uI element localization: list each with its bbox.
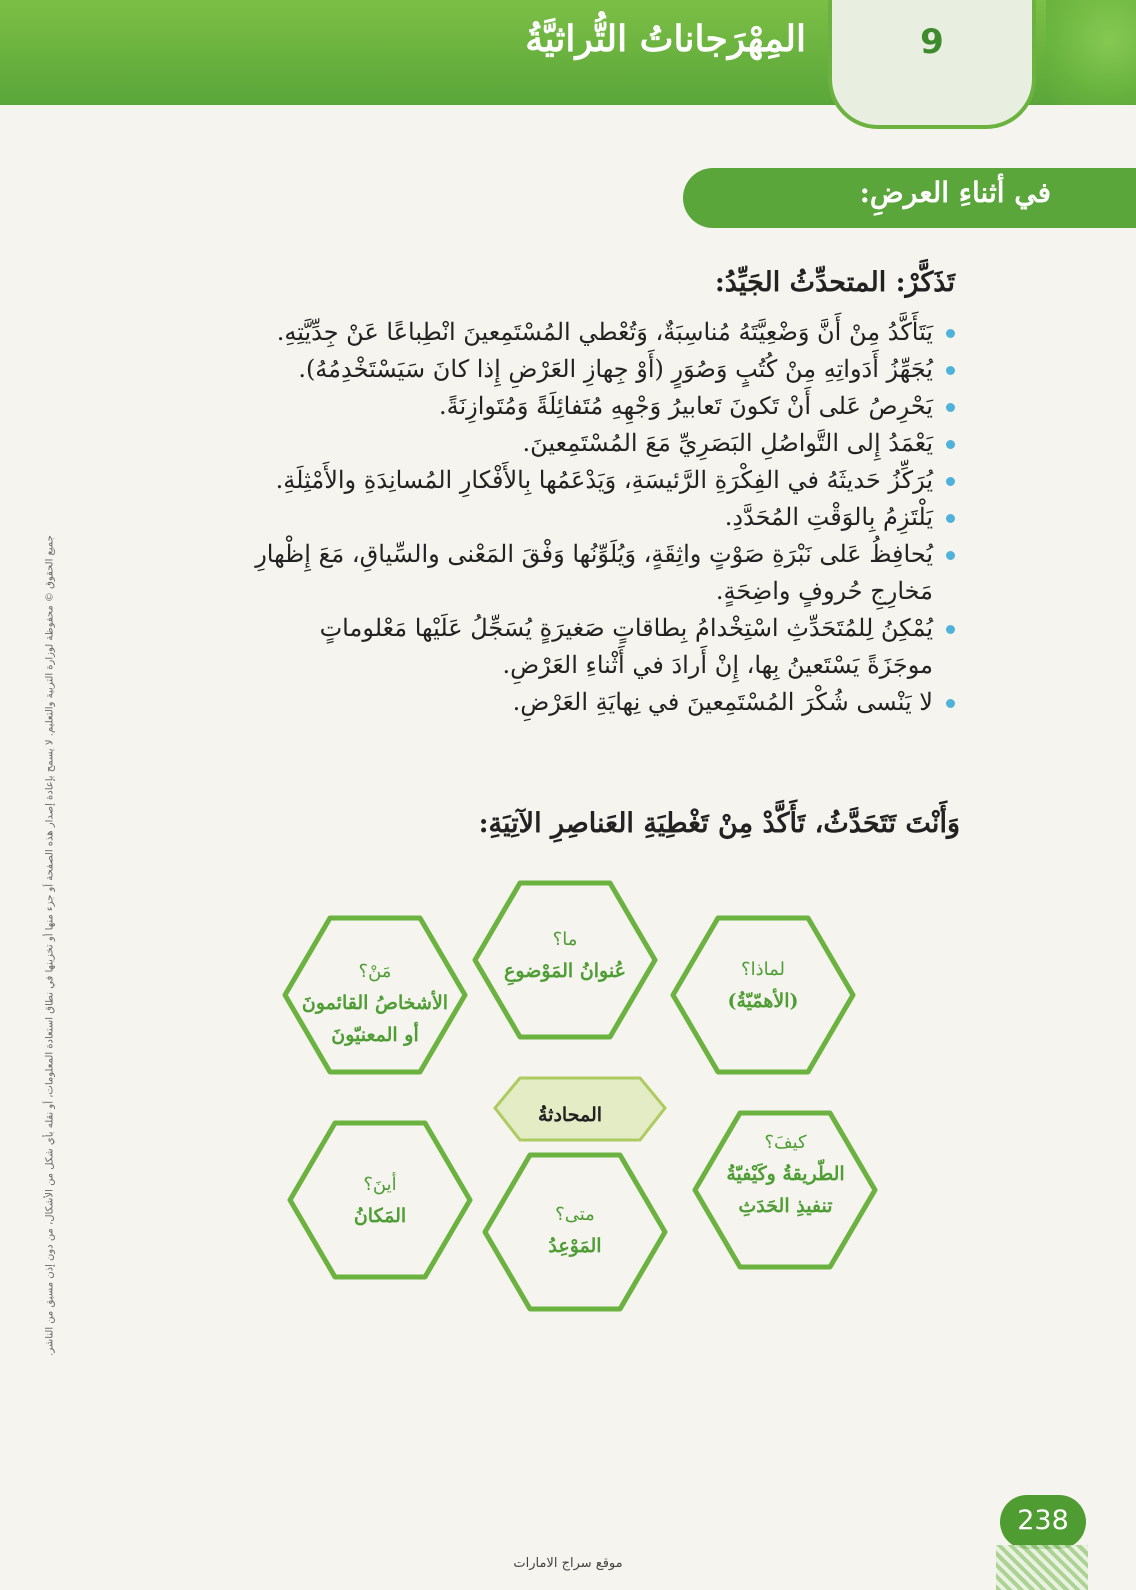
tip-text: يُرَكِّزُ حَديثَهُ في الفِكْرَةِ الرَّئيسَةِ، وَيَدْعَمُها بِالأَفْكارِ المُسانِدَةِ والأَمْثِلَةِ. xyxy=(275,466,933,494)
chapter-title: المِهْرَجاناتُ التُّراثيَّةُ xyxy=(525,18,806,60)
who-line2: أو المعنيّونَ xyxy=(331,1024,419,1046)
hex-when-text xyxy=(500,1200,650,1262)
section-title: في أثناءِ العرضِ: xyxy=(859,176,1051,209)
how-line2: تنفيذِ الحَدَثِ xyxy=(738,1195,833,1217)
tip-text: يَحْرِصُ عَلى أَنْ تَكونَ تَعابيرُ وَجْهِهِ مُتَفائِلَةً وَمُتَوازِنَةً. xyxy=(438,392,933,420)
why-question: لماذا؟ xyxy=(741,959,785,980)
tip-text: يُحافِظُ عَلى نَبْرَةِ صَوْتٍ واثِقَةٍ، وَيُلَوِّنُها وَفْقَ المَعْنى والسِّياقِ، مَعَ إِظْهارِ مَخارِجِ حُروفٍ واضِحَةٍ. xyxy=(255,540,933,605)
why-line1: (الأهمّيّةُ) xyxy=(727,990,799,1012)
who-question: مَنْ؟ xyxy=(358,961,392,982)
hex-where-text xyxy=(305,1170,455,1232)
hex-what-text xyxy=(490,925,640,987)
tip-text: يَتَأَكَّدُ مِنْ أَنَّ وَضْعِيَّتَهُ مُناسِبَةٌ، وَتُعْطي المُسْتَمِعينَ انْطِباعًا عَنْ جِدِّيَّتِهِ. xyxy=(276,318,933,346)
tip-text: يَلْتَزِمُ بِالوَقْتِ المُحَدَّدِ. xyxy=(724,503,933,531)
footer-text: موقع سراج الامارات xyxy=(513,1556,623,1571)
what-question: ما؟ xyxy=(552,929,578,950)
what-line1: عُنوانُ المَوْضوعِ xyxy=(504,960,626,982)
page-number: 238 xyxy=(1017,1505,1069,1536)
remember-heading: تَذَكَّرْ: المتحدِّثُ الجَيِّدُ: xyxy=(714,267,955,298)
ensure-heading: وَأَنْتَ تَتَحَدَّثُ، تَأَكَّدْ مِنْ تَغْطِيَةِ العَناصِرِ الآتِيَةِ: xyxy=(478,808,960,839)
copyright-text: جميع الحقوق © محفوظة لوزارة التربية والتعليم. لا يسمح بإعادة إصدار هذه الصفحة أو جزء منها أو تخزينها في نطاق استعادة المعلومات، أو نقله بأي شكل من الأشكال، من دون إذن مسبق من الناشر. xyxy=(44,535,56,1356)
center-label: المحادثةُ xyxy=(537,1104,603,1126)
chapter-number: 9 xyxy=(920,22,944,62)
when-line1: المَوْعِدُ xyxy=(548,1235,602,1257)
how-line1: الطّريقةُ وكَيْفيّةُ xyxy=(726,1163,845,1185)
tip-text: لا يَنْسى شُكْرَ المُسْتَمِعينَ في نِهايَةِ العَرْضِ. xyxy=(512,688,933,716)
hex-who-text xyxy=(295,957,455,1051)
when-question: متى؟ xyxy=(555,1204,595,1225)
who-line1: الأشخاصُ القائمونَ xyxy=(301,992,449,1014)
tip-text: يُجَهِّزُ أَدَواتِهِ مِنْ كُتُبٍ وَصُوَرٍ (أَوْ جِهازِ العَرْضِ إِذا كانَ سَيَسْتَخْدِمُهُ). xyxy=(298,355,933,383)
hex-why-text xyxy=(693,955,833,1017)
tip-text: يُمْكِنُ لِلمُتَحَدِّثِ اسْتِخْدامُ بِطاقاتٍ صَغيرَةٍ يُسَجِّلُ عَلَيْها مَعْلوماتٍ موجَزَةً يَسْتَعينُ بِها، إِنْ أَرادَ في أَثْناءِ العَرْضِ. xyxy=(319,614,933,679)
where-question: أينَ؟ xyxy=(363,1174,397,1195)
where-line1: المَكانُ xyxy=(353,1205,407,1227)
how-question: كيفَ؟ xyxy=(764,1132,807,1153)
page-number-badge xyxy=(1000,1495,1086,1549)
tip-text: يَعْمَدُ إِلى التَّواصُلِ البَصَرِيِّ مَعَ المُسْتَمِعينَ. xyxy=(522,429,933,457)
hex-how-text xyxy=(708,1128,863,1222)
